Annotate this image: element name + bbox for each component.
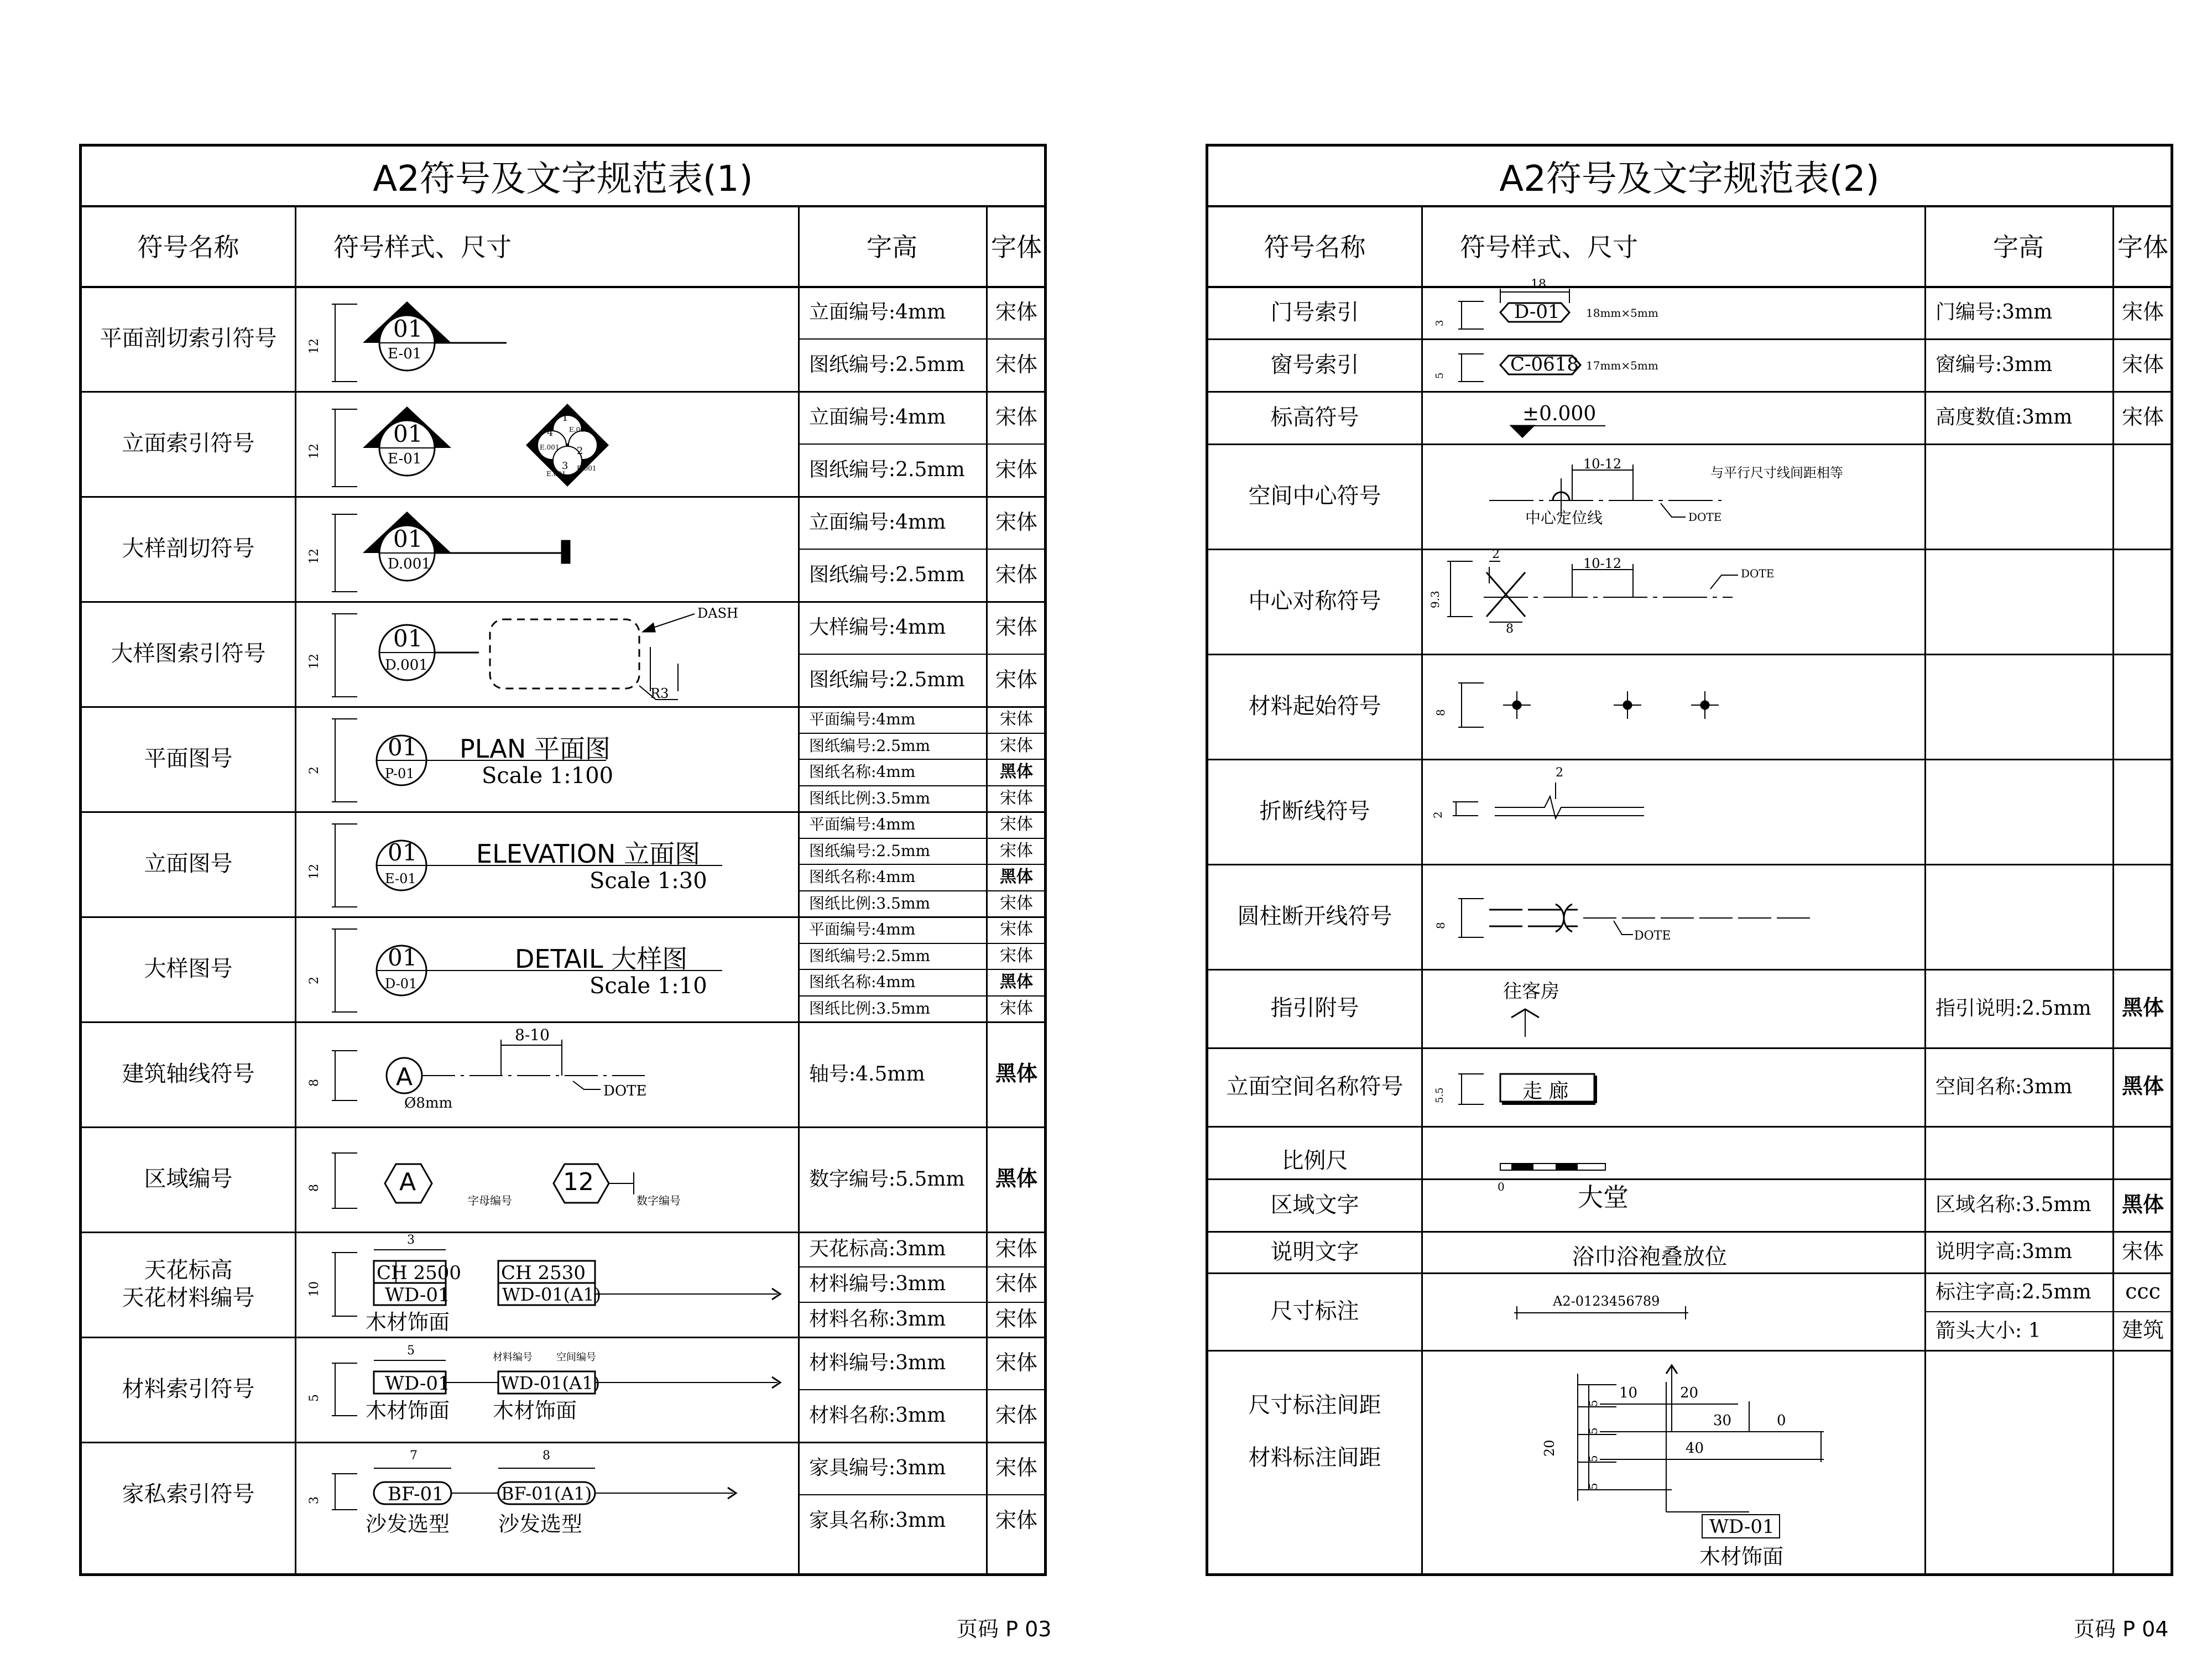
font-name: 宋体: [995, 1455, 1037, 1480]
text-height: 图纸编号:2.5mm: [809, 564, 965, 586]
material-code-label: 材料编号: [493, 1352, 533, 1363]
text-height: 门编号:3mm: [1936, 301, 2053, 324]
symbol-drawing: [1423, 550, 1923, 652]
text-height: 材料名称:3mm: [809, 1404, 946, 1427]
page-number-1: 页码 P 03: [957, 1617, 1052, 1641]
text-height: 平面编号:4mm: [809, 710, 916, 729]
font-name: 宋体: [2121, 352, 2164, 377]
header-name: 符号名称: [137, 232, 239, 262]
material-name: 木材饰面: [1699, 1545, 1784, 1569]
symbol-name: 圆柱断开线符号: [1237, 904, 1392, 929]
text-height: 立面编号:4mm: [809, 406, 946, 429]
font-name: 宋体: [995, 299, 1037, 324]
diamond-label: E.001: [569, 426, 589, 434]
sheet-code: D.001: [388, 556, 431, 572]
symbol-name: 标高符号: [1270, 404, 1359, 430]
text-height: 图纸编号:2.5mm: [809, 458, 965, 481]
dimension-label: 3: [307, 1496, 321, 1504]
text-height: 图纸编号:2.5mm: [809, 736, 931, 755]
diamond-label: 3: [562, 460, 568, 472]
zone-text: 大堂: [1578, 1182, 1629, 1212]
font-name: [2112, 864, 2173, 969]
dimension-label: 7: [410, 1449, 418, 1463]
font-name: 宋体: [1000, 709, 1033, 729]
dimension-label: 8: [1506, 622, 1514, 636]
space-code-label: 空间编号: [556, 1352, 596, 1363]
text-height: 材料名称:3mm: [809, 1307, 946, 1331]
symbol-area: [296, 603, 797, 705]
dim-40: 40: [1686, 1440, 1704, 1457]
diamond-label: E.001: [546, 470, 566, 478]
gap-label: 10-12: [1583, 556, 1622, 571]
symbol-area: [1423, 1352, 1923, 1569]
dim-20: 20: [1680, 1385, 1699, 1401]
font-name: [2112, 444, 2173, 549]
sheet-2-title: A2符号及文字规范表(2): [1208, 147, 2171, 207]
header-style: 符号样式、尺寸: [333, 232, 512, 262]
text-height: [1924, 654, 2112, 759]
symbol-drawing: [1423, 1049, 1923, 1124]
font-name: 黑体: [2121, 995, 2164, 1020]
dimension-label: 8: [1434, 922, 1447, 929]
font-name: 宋体: [995, 1507, 1037, 1532]
material-code: WD-01: [1709, 1516, 1775, 1538]
symbol-area: [1423, 1274, 1923, 1348]
symbol-name: 立面空间名称符号: [1226, 1074, 1404, 1099]
font-name: 宋体: [995, 1306, 1037, 1331]
symbol-name: 家私索引符号: [122, 1481, 255, 1507]
text-height: 区域名称:3.5mm: [1936, 1193, 2091, 1216]
text-height: 材料编号:3mm: [809, 1352, 946, 1374]
font-name: 宋体: [995, 352, 1037, 377]
material-code: WD-01: [385, 1373, 450, 1395]
material-code: WD-01: [385, 1284, 450, 1306]
font-name: 宋体: [1000, 998, 1033, 1018]
index-number: 01: [393, 625, 423, 652]
symbol-area: [296, 813, 797, 915]
number-label: 数字编号: [637, 1194, 681, 1207]
axis-letter: A: [396, 1063, 413, 1091]
dim-30: 30: [1713, 1412, 1732, 1429]
font-name: 宋体: [2121, 299, 2164, 324]
drawing-scale: Scale 1:10: [589, 973, 707, 999]
text-height: 高度数值:3mm: [1936, 406, 2073, 429]
radius-label: R3: [650, 686, 669, 701]
font-name: 黑体: [2121, 1074, 2164, 1099]
text-height: 轴号:4.5mm: [809, 1062, 925, 1086]
dimension-label: 8: [307, 1079, 321, 1087]
symbol-area: [1423, 278, 1923, 337]
font-name: 宋体: [1000, 735, 1033, 755]
font-name: 黑体: [995, 1061, 1037, 1086]
window-size: 17mm×5mm: [1586, 359, 1658, 372]
sheet-1-title: A2符号及文字规范表(1): [82, 147, 1044, 207]
text-height: 图纸比例:3.5mm: [809, 894, 931, 912]
space-name: 走 廊: [1522, 1080, 1569, 1103]
window-code: C-0618: [1510, 353, 1579, 375]
header-font: 字体: [2117, 232, 2168, 262]
diamond-label: E.001: [577, 465, 597, 472]
dote-label: DOTE: [1634, 929, 1671, 943]
zone-number: 12: [563, 1168, 594, 1196]
dimension-label: 12: [307, 654, 321, 669]
dimension-label: 12: [307, 549, 321, 564]
symbol-drawing: [1423, 393, 1923, 442]
text-height: 窗编号:3mm: [1936, 353, 2053, 376]
material-code: WD-01(A1): [501, 1373, 601, 1394]
symbol-name: 材料索引符号: [122, 1376, 255, 1402]
text-height: 图纸名称:4mm: [809, 763, 916, 781]
scale-zero: 0: [1498, 1180, 1505, 1193]
dimension-label: 5: [407, 1344, 415, 1358]
text-height: 材料编号:3mm: [809, 1272, 946, 1296]
dimension-label: 10: [307, 1281, 321, 1297]
text-height: 天花标高:3mm: [809, 1238, 946, 1261]
index-number: 01: [393, 315, 423, 342]
diamond-label: 4: [547, 427, 554, 439]
font-name: 宋体: [995, 1236, 1037, 1261]
dimension-sample: A2-0123456789: [1553, 1293, 1660, 1309]
text-height: 大样编号:4mm: [809, 616, 946, 639]
symbol-area: [296, 708, 797, 810]
font-name: 宋体: [2121, 1239, 2164, 1264]
symbol-drawing: [1423, 865, 1923, 967]
drawing-title: ELEVATION 立面图: [476, 839, 701, 869]
font-name: ccc: [2125, 1279, 2161, 1304]
sheet-code: E-01: [385, 871, 416, 886]
font-name: 宋体: [995, 404, 1037, 429]
font-name: 黑体: [1000, 972, 1033, 992]
symbol-area: [1423, 760, 1923, 862]
furniture-name: 沙发选型: [366, 1512, 450, 1536]
text-height: [1924, 1350, 2112, 1546]
sheet-code: P-01: [385, 766, 415, 781]
dote-label: DOTE: [1688, 510, 1722, 524]
dimension-label: 5: [307, 1394, 321, 1402]
sheet-2: [1206, 144, 2173, 1576]
font-name: [2112, 654, 2173, 759]
symbol-name: 指引附号: [1270, 995, 1359, 1021]
drawing-title: PLAN 平面图: [460, 734, 611, 764]
symbol-name: 区域文字: [1270, 1192, 1359, 1218]
dim-20-vertical: 20: [1542, 1439, 1557, 1457]
text-height: [1924, 444, 2112, 549]
font-name: 宋体: [995, 1271, 1037, 1296]
zone-letter: A: [399, 1168, 416, 1196]
dim-5: 5: [1587, 1455, 1600, 1462]
symbol-drawing: [1423, 971, 1923, 1046]
dimension-label: 8: [1434, 709, 1447, 716]
index-number: 01: [388, 944, 418, 971]
symbol-name: 门号索引: [1270, 299, 1359, 325]
symbol-name: 平面剖切索引符号: [100, 326, 277, 351]
material-name: 木材饰面: [366, 1399, 450, 1423]
font-name: [2112, 549, 2173, 654]
dimension-label: 2: [307, 977, 321, 984]
text-height: 平面编号:4mm: [809, 815, 916, 834]
text-height: 图纸编号:2.5mm: [809, 946, 931, 965]
dimension-label: 2: [307, 766, 321, 774]
description-text: 浴巾浴袍叠放位: [1572, 1244, 1727, 1270]
symbol-area: [1423, 393, 1923, 442]
ceiling-height: CH 2500: [377, 1262, 461, 1284]
symbol-drawing: [296, 498, 797, 599]
font-name: 宋体: [995, 457, 1037, 482]
font-name: 宋体: [2121, 404, 2164, 429]
symbol-area: [1423, 547, 1923, 652]
text-height: [1924, 549, 2112, 654]
dimension-label: 9.3: [1428, 591, 1442, 608]
symbol-name: 天花标高 天花材料编号: [122, 1258, 255, 1311]
spacing-note: 与平行尺寸线间距相等: [1710, 465, 1843, 481]
symbol-drawing: [296, 1128, 797, 1230]
text-height: 图纸编号:2.5mm: [809, 669, 965, 691]
font-name: 建筑: [2121, 1318, 2164, 1343]
text-height: 标注字高:2.5mm: [1936, 1280, 2091, 1303]
font-name: 宋体: [1000, 841, 1033, 860]
furniture-name: 沙发选型: [498, 1512, 583, 1536]
symbol-drawing: [1423, 655, 1923, 757]
symbol-area: [1423, 1128, 1923, 1193]
symbol-area: [1423, 1233, 1923, 1271]
axis-diameter: Ø8mm: [404, 1095, 453, 1112]
diamond-label: E.001: [540, 444, 560, 451]
header-style: 符号样式、尺寸: [1460, 232, 1638, 262]
dimension-label: 8: [307, 1184, 321, 1192]
gap-label: 10-12: [1583, 456, 1622, 472]
ceiling-height: CH 2530: [501, 1262, 586, 1284]
symbol-name: 尺寸标注间距: [1248, 1392, 1381, 1418]
symbol-area: [296, 288, 797, 389]
symbol-area: [296, 1023, 797, 1125]
page-number-2: 页码 P 04: [2074, 1617, 2169, 1641]
text-height: 图纸编号:2.5mm: [809, 841, 931, 860]
text-height: 图纸比例:3.5mm: [809, 999, 931, 1018]
symbol-name: 建筑轴线符号: [122, 1061, 255, 1087]
dimension-label: 3: [407, 1233, 415, 1247]
symbol-drawing: [1423, 1128, 1923, 1177]
font-name: 宋体: [995, 667, 1037, 692]
text-height: 图纸编号:2.5mm: [809, 353, 965, 376]
font-name: 宋体: [1000, 893, 1033, 913]
symbol-area: [296, 498, 797, 599]
font-name: [2112, 1126, 2173, 1178]
text-height: 立面编号:4mm: [809, 301, 946, 324]
font-name: 宋体: [1000, 946, 1033, 966]
dimension-label: 8: [542, 1449, 550, 1463]
dim-0: 0: [1777, 1412, 1786, 1429]
font-name: 宋体: [995, 1350, 1037, 1375]
door-code: D-01: [1514, 301, 1560, 323]
symbol-area: [1423, 655, 1923, 757]
font-name: 黑体: [995, 1166, 1037, 1191]
dim-5: 5: [1587, 1427, 1600, 1434]
sheet-code: D.001: [385, 657, 428, 674]
symbol-name: 大样图号: [144, 956, 233, 982]
dimension-label: 12: [307, 444, 321, 459]
symbol-area: [1423, 340, 1923, 389]
index-number: 01: [388, 839, 418, 866]
drawing-scale: Scale 1:30: [589, 868, 707, 894]
dimension-label: 12: [307, 338, 321, 354]
dimension-label: 2: [1431, 811, 1444, 818]
text-height: 图纸名称:4mm: [809, 973, 916, 992]
center-line-label: 中心定位线: [1525, 509, 1603, 527]
dim-5: 5: [1587, 1400, 1600, 1407]
header-font: 字体: [991, 232, 1042, 262]
text-height: [1924, 1126, 2112, 1178]
symbol-name: 折断线符号: [1259, 799, 1370, 824]
material-name: 木材饰面: [493, 1399, 577, 1423]
furniture-code: BF-01: [388, 1483, 444, 1505]
dimension-label: 2: [1556, 766, 1563, 780]
symbol-name: 大样剖切符号: [122, 536, 255, 561]
font-name: 宋体: [995, 562, 1037, 587]
material-code: WD-01(A1): [502, 1284, 602, 1305]
header-name: 符号名称: [1264, 232, 1366, 262]
dim-5: 5: [1587, 1483, 1600, 1490]
text-height: 图纸比例:3.5mm: [809, 789, 931, 807]
font-name: 宋体: [995, 1402, 1037, 1427]
text-height: 箭头大小: 1: [1936, 1319, 2041, 1342]
index-number: 01: [393, 525, 423, 552]
index-number: 01: [393, 420, 423, 447]
font-name: 黑体: [1000, 762, 1033, 781]
font-name: 宋体: [995, 614, 1037, 639]
font-name: 宋体: [995, 509, 1037, 534]
symbol-name: 窗号索引: [1270, 352, 1359, 378]
symbol-area: [296, 393, 797, 494]
symbol-name: 尺寸标注: [1270, 1298, 1359, 1324]
symbol-area: [1423, 971, 1923, 1046]
symbol-area: [296, 918, 797, 1020]
text-height: [1924, 759, 2112, 864]
symbol-area: [296, 1233, 797, 1335]
dim-10: 10: [1619, 1385, 1638, 1401]
symbol-name: 大样图索引符号: [111, 641, 266, 666]
symbol-area: [1423, 445, 1923, 547]
header-height: 字高: [867, 232, 917, 262]
text-height: 平面编号:4mm: [809, 920, 916, 939]
symbol-name: 平面图号: [144, 746, 233, 771]
elevation-value: ±0.000: [1522, 403, 1597, 425]
symbol-name: 中心对称符号: [1248, 588, 1381, 614]
symbol-drawing: [1423, 1352, 1923, 1545]
symbol-name: 比例尺: [1281, 1147, 1348, 1173]
symbol-name: 区域编号: [144, 1166, 233, 1192]
sheet-code: D-01: [385, 976, 418, 992]
dimension-label: 3: [1434, 320, 1446, 326]
text-height: [1924, 864, 2112, 969]
text-height: 说明字高:3mm: [1936, 1240, 2073, 1263]
diamond-label: 1: [562, 412, 568, 424]
symbol-drawing: [1423, 288, 1923, 337]
symbol-drawing: [1423, 445, 1923, 547]
font-name: 黑体: [1000, 867, 1033, 886]
symbol-name: 立面索引符号: [122, 431, 255, 456]
symbol-drawing: [296, 288, 797, 389]
symbol-name: 空间中心符号: [1248, 483, 1381, 509]
dote-label: DOTE: [603, 1083, 647, 1099]
symbol-area: [1423, 865, 1923, 967]
symbol-area: [296, 1443, 797, 1545]
dash-label: DASH: [697, 606, 738, 621]
symbol-name: 材料起始符号: [1248, 693, 1381, 719]
text-height: 立面编号:4mm: [809, 511, 946, 534]
text-height: 空间名称:3mm: [1936, 1075, 2073, 1098]
letter-label: 字母编号: [468, 1194, 512, 1207]
symbol-area: [1423, 1049, 1923, 1124]
text-height: 数字编号:5.5mm: [809, 1167, 965, 1191]
dote-label: DOTE: [1741, 567, 1775, 580]
dimension-label: 5.5: [1434, 1087, 1446, 1103]
door-size: 18mm×5mm: [1586, 306, 1658, 320]
font-name: 宋体: [1000, 788, 1033, 808]
text-height: 指引说明:2.5mm: [1936, 997, 2091, 1020]
sheet-code: E-01: [388, 451, 422, 467]
drawing-scale: Scale 1:100: [482, 763, 614, 789]
diamond-label: 2: [577, 445, 583, 457]
drawing-title: DETAIL 大样图: [515, 944, 688, 974]
symbol-name: 说明文字: [1270, 1239, 1359, 1265]
sheet-1: [79, 144, 1047, 1576]
dimension-label: 2: [1492, 547, 1500, 561]
text-height: 家具名称:3mm: [809, 1509, 946, 1532]
furniture-code: BF-01(A1): [501, 1483, 592, 1504]
sheet-code: E-01: [388, 346, 422, 362]
dimension-label: 18: [1531, 278, 1546, 291]
font-name: [2112, 759, 2173, 864]
text-height: 图纸名称:4mm: [809, 868, 916, 886]
font-name: 黑体: [2121, 1192, 2164, 1217]
symbol-drawing: [1423, 760, 1923, 862]
symbol-drawing: [1423, 340, 1923, 389]
symbol-drawing: [1423, 1274, 1923, 1348]
dimension-label: 12: [307, 864, 321, 879]
symbol-name: 立面图号: [144, 851, 233, 877]
guide-label: 往客房: [1503, 980, 1559, 1003]
text-height: 家具编号:3mm: [809, 1457, 946, 1479]
dimension-label: 5: [1434, 372, 1446, 379]
material-name: 木材饰面: [366, 1310, 450, 1334]
font-name: 宋体: [1000, 815, 1033, 834]
index-number: 01: [388, 734, 418, 761]
header-height: 字高: [1993, 232, 2044, 262]
symbol-area: [296, 1128, 797, 1230]
font-name: [2112, 1350, 2173, 1546]
symbol-name: 材料标注间距: [1248, 1445, 1381, 1470]
font-name: 宋体: [1000, 920, 1033, 939]
gap-label: 8-10: [515, 1026, 550, 1044]
symbol-area: [1423, 1180, 1923, 1229]
symbol-area: [296, 1338, 797, 1440]
